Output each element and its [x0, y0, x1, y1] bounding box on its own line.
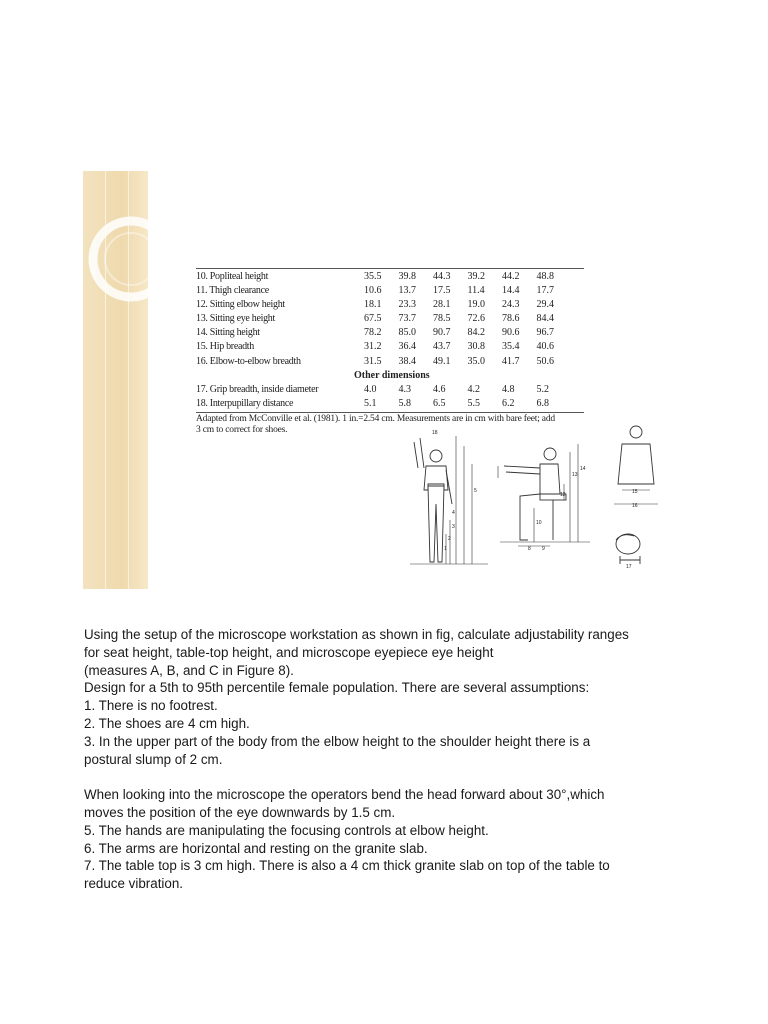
rear-view-figure [618, 426, 654, 484]
text-line: Design for a 5th to 95th percentile female population. There are several assumptions: [84, 680, 590, 696]
row-label: 17. Grip breadth, inside diameter [196, 383, 319, 395]
dim-label-15: 15 [632, 489, 638, 495]
table-cell: 29.4 [536, 299, 554, 311]
table-note-line-2: 3 cm to correct for shoes. [196, 425, 288, 436]
dim-label-1: 1 [444, 546, 447, 552]
anthropometric-table [196, 268, 588, 437]
dim-label-2: 2 [448, 536, 451, 542]
seated-arm-upper [504, 466, 540, 468]
table-cell: 19.0 [467, 299, 485, 311]
table-cell: 44.2 [502, 271, 520, 282]
text-line: 6. The arms are horizontal and resting on the granite slab. [84, 840, 428, 856]
table-cell: 40.6 [536, 341, 554, 353]
table-cell: 5.1 [364, 397, 377, 409]
table-cell: 23.3 [398, 299, 416, 311]
table-cell: 5.5 [467, 397, 480, 409]
table-row [196, 326, 588, 340]
table-cell: 35.0 [467, 355, 485, 367]
table-cell: 78.5 [433, 313, 451, 325]
table-cell: 35.5 [364, 271, 382, 282]
standing-legs [428, 486, 444, 562]
table-cell: 43.7 [433, 341, 451, 353]
row-label: 15. Hip breadth [196, 341, 254, 353]
table-cell: 14.4 [502, 285, 520, 297]
text-line: (measures A, B, and C in Figure 8). [84, 662, 294, 678]
dim-label-9: 9 [542, 546, 545, 552]
table-cell: 5.8 [398, 397, 411, 409]
row-label: 14. Sitting height [196, 327, 260, 339]
table-cell: 30.8 [467, 341, 485, 353]
seated-figure [504, 448, 566, 540]
table-cell: 6.2 [502, 397, 515, 409]
table-cell: 85.0 [398, 327, 416, 339]
table-cell: 84.4 [536, 313, 554, 325]
table-note-line-1: Adapted from McConville et al. (1981). 1 in.=2.54 cm. Measurements are in cm with bare feet; add [196, 413, 555, 424]
table-cell: 44.3 [433, 271, 451, 282]
table-cell: 41.7 [502, 355, 520, 367]
table-row [196, 298, 588, 312]
table-cell: 78.2 [364, 327, 382, 339]
table-row [196, 270, 588, 284]
grip-figure [616, 534, 640, 564]
table-cell: 67.5 [364, 313, 382, 325]
table-cell: 18.1 [364, 299, 382, 311]
table-cell: 4.2 [467, 383, 480, 395]
dim-label-8: 8 [528, 546, 531, 552]
table-cell: 73.7 [398, 313, 416, 325]
table-cell: 90.6 [502, 327, 520, 339]
table-cell: 96.7 [536, 327, 554, 339]
table-cell: 50.6 [536, 355, 554, 367]
text-line: 5. The hands are manipulating the focusing controls at elbow height. [84, 822, 489, 838]
table-row [196, 355, 588, 369]
table-bottom-rule [196, 412, 584, 413]
table-cell: 4.3 [398, 383, 411, 395]
table-cell: 13.7 [398, 285, 416, 297]
problem-text [84, 626, 684, 893]
table-cell: 28.1 [433, 299, 451, 311]
text-line: 7. The table top is 3 cm high. There is also a 4 cm thick granite slab on top of the table to [84, 858, 610, 874]
table-cell: 11.4 [467, 285, 485, 297]
text-line: moves the position of the eye downwards by 1.5 cm. [84, 804, 396, 820]
table-cell: 6.8 [536, 397, 549, 409]
row-label: 13. Sitting eye height [196, 313, 275, 325]
seated-dimension-lines [498, 444, 590, 546]
table-row [196, 397, 588, 411]
seated-torso [540, 464, 560, 494]
row-label: 16. Elbow-to-elbow breadth [196, 355, 301, 367]
table-cell: 4.0 [364, 383, 377, 395]
seated-arm-lower [506, 472, 540, 474]
table-cell: 90.7 [433, 327, 451, 339]
table-cell: 72.6 [467, 313, 485, 325]
decorative-circles [83, 171, 148, 589]
standing-head [430, 450, 442, 462]
decorative-side-band [83, 171, 148, 589]
table-cell: 78.6 [502, 313, 520, 325]
table-cell: 10.6 [364, 285, 382, 297]
row-label: 18. Interpupillary distance [196, 397, 294, 409]
seated-leg [520, 494, 540, 540]
text-line: 1. There is no footrest. [84, 698, 218, 714]
dim-label-3: 3 [452, 524, 455, 530]
table-cell: 31.5 [364, 355, 382, 367]
table-cell: 6.5 [433, 397, 446, 409]
dim-label-16: 16 [632, 503, 638, 509]
rear-head [630, 426, 642, 438]
raised-arm [414, 442, 418, 468]
dim-label-14: 14 [580, 466, 586, 472]
row-label: 12. Sitting elbow height [196, 299, 285, 311]
row-label: 10. Popliteal height [196, 271, 269, 282]
table-cell: 17.5 [433, 285, 451, 297]
table-cell: 17.7 [536, 285, 554, 297]
text-line: 2. The shoes are 4 cm high. [84, 715, 250, 731]
rear-torso [618, 444, 654, 484]
table-cell: 31.2 [364, 341, 382, 353]
text-line: for seat height, table-top height, and microscope eyepiece eye height [84, 644, 494, 660]
table-cell: 4.8 [502, 383, 515, 395]
text-line: 3. In the upper part of the body from the elbow height to the shoulder height there is a [84, 733, 591, 749]
other-dimensions-heading: Other dimensions [354, 369, 430, 381]
table-cell: 35.4 [502, 341, 520, 353]
table-cell: 38.4 [398, 355, 416, 367]
table-cell: 5.2 [536, 383, 549, 395]
table-cell: 39.8 [398, 271, 416, 282]
text-line: Using the setup of the microscope workstation as shown in fig, calculate adjustability ranges [84, 627, 629, 642]
table-row [196, 383, 588, 397]
text-line: When looking into the microscope the operators bend the head forward about 30°,which [84, 787, 605, 803]
dim-label-17: 17 [626, 564, 632, 570]
table-cell: 24.3 [502, 299, 520, 311]
dim-label-10: 10 [536, 520, 542, 526]
raised-arm-outline [420, 438, 424, 468]
table-row [196, 284, 588, 298]
standing-dimension-lines [410, 436, 488, 564]
row-label: 11. Thigh clearance [196, 285, 269, 297]
seated-head [544, 448, 556, 460]
text-line: postural slump of 2 cm. [84, 751, 223, 767]
grip-fingers [616, 535, 634, 540]
dim-label-18: 18 [432, 430, 438, 436]
dim-label-13: 13 [572, 472, 578, 478]
table-cell: 4.6 [433, 383, 446, 395]
table-cell: 39.2 [467, 271, 485, 282]
table-cell: 36.4 [398, 341, 416, 353]
dim-label-12: 12 [560, 492, 566, 498]
anthropometric-figure [400, 424, 670, 580]
table-row [196, 312, 588, 326]
table-top-rule [196, 268, 584, 269]
hanging-arm [446, 470, 452, 504]
table-row [196, 340, 588, 354]
table-cell: 84.2 [467, 327, 485, 339]
table-cell: 49.1 [433, 355, 451, 367]
dim-label-4: 4 [452, 510, 455, 516]
dim-label-5: 5 [474, 488, 477, 494]
table-cell: 48.8 [536, 271, 554, 282]
text-line: reduce vibration. [84, 876, 183, 892]
